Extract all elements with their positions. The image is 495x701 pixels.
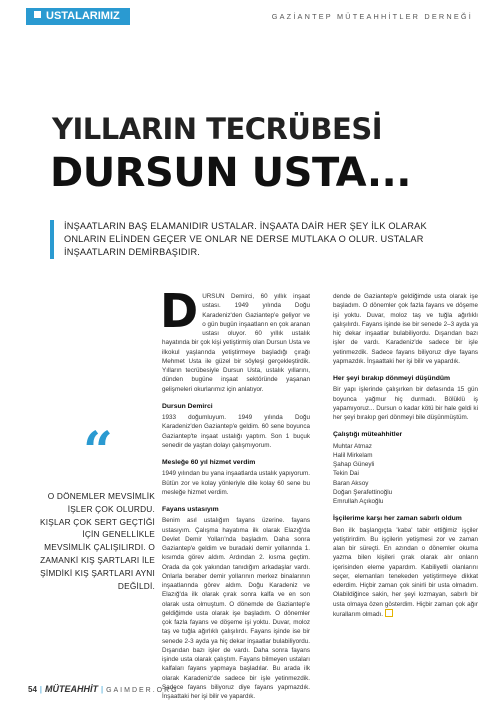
- list-item: Muhtar Atmaz: [333, 442, 372, 450]
- divider: |: [100, 685, 104, 694]
- subheading: Her şeyi bırakıp dönmeyi düşündüm: [333, 375, 451, 382]
- magazine-brand: MÜTEAHHİT: [44, 684, 98, 694]
- list-item: Halil Mirkelam: [333, 451, 373, 459]
- subheading: Çalıştığı müteahhitler: [333, 431, 403, 439]
- end-mark-icon: [385, 609, 393, 617]
- drop-cap: D: [160, 284, 199, 338]
- paragraph-text: Ben ilk başlangıçta 'kaba' tabir ettiğimiz işçiler yetiştirirdim. Bu işçilerin yetişmesi zor ve zaman alan bir süreçti. En azından o dönemler okuma yazma bilen kişileri çırak olarak alır onların içerisinden eleme yapardım. Kabiliyetli olanlarını seçer, elemanları tenekeden yetiştirmeye dikkat ederdim. Hiçbir zaman çok sinirli bir usta olmadım. Olabildiğince sakin, her şeyi kızmayan, sabırlı bir usta olmaya özen gösterdim. Hiçbir zaman çok ağır kurallarım olmadı.: [333, 526, 478, 618]
- subheading: Fayans ustasıyım: [162, 506, 219, 513]
- paragraph: 1949 yılından bu yana inşaatlarda ustalık yapıyorum. Bütün zor ve kolay yönleriyle dile kolay 60 sene bu mesleğe hizmet verdim.: [162, 470, 310, 496]
- paragraph: Bir yapı işlerinde çalışırken bir defasında 15 gün boyunca yağmur hiç durmadı. Bölüklü iş yapamıyoruz... Dursun o kadar kötü bir hale geldi ki her şeyi bırakıp geri dönmeyi bile düşünmüştüm.: [333, 386, 478, 421]
- divider: |: [39, 685, 42, 694]
- title-line-2: DURSUN USTA...: [50, 150, 411, 196]
- list-item: Baran Aksoy: [333, 479, 369, 487]
- intro-paragraph: URSUN Demirci, 60 yıllık inşaat ustası. 1949 yılında Doğu Karadeniz'den Gaziantep'e geliyor ve o gün bugün inşaatların en çok aranan ustası oluyor. 60 yıllık ustalık hayatında bir çok kişi yetiştirmiş olan Dursun Usta ve ilkokul yaşlarında yetiştirmeye başladığı çırağı Mehmet Usta ile güzel bir söyleşi gerçekleştirdik. Yılların tecrübesiyle Dursun Usta, ustalık yıllarını, dünden bugüne inşaat sektöründe yaşanan gelişmeleri okurlarımız için anlatıyor.: [162, 293, 310, 393]
- title-line-1: YILLARIN TECRÜBESİ: [52, 112, 383, 146]
- article-column-1: [160, 284, 310, 700]
- pull-quote: O DÖNEMLER MEVSİMLİK İŞLER ÇOK OLURDU. KIŞLAR ÇOK SERT GEÇTİĞİ İÇİN GENELLİKLE MEVSİMLİK ÇALIŞILIRDI. O ZAMANKİ KIŞ ŞARTLARI İLE ŞİMDİKİ KIŞ ŞARTLARI AYNI DEĞİLDİ.: [40, 491, 155, 591]
- article-column-2: [333, 292, 478, 626]
- paragraph-continued: dende de Gaziantep'e geldiğimde usta olarak işe başladım. O dönemler çok fazla fayans ve döşeme işi yoktu. Duvar, moloz taş ve tuğla ağırlıklı çalışılırdı. Fayans işinde ise bir senede 2–3 ayda ya hiç dekar inşaatlar bulabiliyordu. Dışarıdan bazı işler de vardı. Karadeniz'de sadece bir işle yetinmezdik. Sadece fayans biliyoruz diye fayans yapmazdık. İnşaattaki her işi bilir ve yapardık.: [333, 293, 478, 365]
- list-item: Emrullah Açıkoğlu: [333, 498, 384, 505]
- association-name: GAZİANTEP MÜTEAHHİTLER DERNEĞİ: [271, 12, 473, 21]
- list-item: Tekin Dai: [333, 470, 359, 478]
- section-tab: [26, 8, 130, 25]
- subheading: Mesleğe 60 yıl hizmet verdim: [162, 459, 256, 466]
- list-item: Doğan Şerafettinoğlu: [333, 488, 393, 496]
- subheading: İşçilerime karşı her zaman sabırlı oldum: [333, 515, 462, 523]
- contractor-list: [333, 442, 478, 507]
- footer: [28, 684, 179, 694]
- square-icon: [34, 11, 41, 18]
- quote-icon: “: [83, 421, 113, 482]
- list-item: Şahap Güneyli: [333, 461, 375, 468]
- paragraph: 1933 doğumluyum. 1949 yılında Doğu Karadeniz'den Gaziantep'e geldim. 60 sene boyunca Gaziantep'te inşaat ustalığı yaptım. Son 1 buçuk senedir de yaştan dolayı çalışmıyorum.: [162, 414, 310, 449]
- paragraph: Benim asıl ustalığım fayans üzerine. fayans ustasıyım. Çalışma hayatıma ilk olarak Elazığ'da Devlet Demir Yolları'nda başladım. Daha sonra Gaziantep'e geldim ve buradaki demir yollarında 1. kısımda görev aldım. Ardından 2. kısma geçtim. Orada da çok yakından tanıdığım arkadaşlar vardı. Onlarla beraber demir yollarının merkez binalarının inşaatlarında görev aldım. Doğu Karadeniz ve Elazığ'da ilk olarak çırak sonra kalfa ve en son olarak usta olmuştum. O dönemde de Gaziantep'e geldiğimde usta olarak işe başladım. O dönemler çok fazla fayans ve döşeme işi yoktu. Duvar, moloz taş ve tuğla ağırlıklı çalışılırdı. Fayans işinde ise bir senede 2-3 ayda ya hiç dekar inşaatlar bulabiliyordu. Dışarıdan bazı işler de vardı. Daha sonra fayans işinde usta olarak çalıştım. Fayans bilmeyen ustaları kalfaları fayans yapmaya başladılar. Bu arada ilk olarak Karadeniz'de sadece bir işle yetinmezdik. Sadece fayans biliyoruz diye fayans yapmazdık. İnşaattaki her işi bilir ve yapardık.: [162, 517, 310, 700]
- website: GAIMDER.ORG: [106, 687, 179, 694]
- subheading: Dursun Demirci: [162, 402, 213, 410]
- paragraph: [333, 526, 478, 620]
- lead-paragraph: İNŞAATLARIN BAŞ ELAMANIDIR USTALAR. İNŞAATA DAİR HER ŞEY İLK OLARAK ONLARIN ELİNDEN GEÇER VE ONLAR NE DERSE MUTLAKA O OLUR. USTALAR İNŞAATLARIN DEMİRBAŞIDIR.: [50, 220, 459, 259]
- page-number: 54: [28, 685, 37, 694]
- section-label: USTALARIMIZ: [46, 10, 120, 22]
